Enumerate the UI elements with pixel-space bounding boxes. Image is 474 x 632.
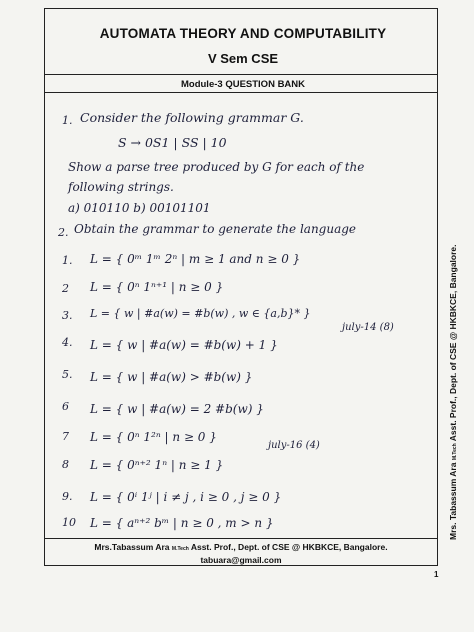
header-divider-bottom: [44, 92, 438, 93]
item-number: 3.: [62, 309, 73, 322]
exam-note: july-14 (8): [342, 322, 394, 333]
page-number: 1: [434, 570, 439, 579]
footer-email: tabuara@gmail.com: [200, 555, 282, 565]
language-definition: L = { 0ⁿ⁺² 1ⁿ | n ≥ 1 }: [90, 458, 224, 472]
question-1-strings: a) 010110 b) 00101101: [68, 201, 211, 215]
question-1-instruction-cont: following strings.: [68, 180, 174, 194]
exam-note: july-16 (4): [268, 440, 320, 451]
item-number: 7: [62, 430, 69, 443]
language-definition: L = { aⁿ⁺² bᵐ | n ≥ 0 , m > n }: [90, 516, 274, 530]
language-definition: L = { 0ⁱ 1ʲ | i ≠ j , i ≥ 0 , j ≥ 0 }: [90, 490, 282, 504]
language-definition: L = { 0ⁿ 1²ⁿ | n ≥ 0 }: [90, 430, 217, 444]
document-title: AUTOMATA THEORY AND COMPUTABILITY: [99, 26, 387, 41]
question-1-number: 1.: [62, 114, 73, 127]
semester-label: V Sem CSE: [207, 51, 279, 66]
item-number: 2: [62, 282, 69, 295]
footer-author: Mrs.Tabassum Ara M.Tech Asst. Prof., Dept. of CSE @ HKBKCE, Bangalore.: [94, 542, 388, 552]
item-number: 9.: [62, 490, 73, 503]
item-number: 4.: [62, 336, 73, 349]
footer-divider: [44, 538, 438, 539]
item-number: 1.: [62, 254, 73, 267]
module-label: Module-3 QUESTION BANK: [180, 79, 306, 90]
question-1-grammar: S → 0S1 | SS | 10: [118, 135, 227, 150]
item-number: 6: [62, 400, 69, 413]
language-definition: L = { w | #a(w) = #b(w) + 1 }: [90, 338, 278, 352]
item-number: 5.: [62, 368, 73, 381]
question-1-text: Consider the following grammar G.: [80, 110, 304, 125]
author-side-text: Mrs. Tabassum Ara M.Tech Asst. Prof., Dept. of CSE @ HKBKCE, Bangalore.: [448, 244, 458, 540]
language-definition: L = { 0ᵐ 1ᵐ 2ⁿ | m ≥ 1 and n ≥ 0 }: [90, 252, 301, 266]
item-number: 10: [62, 516, 76, 529]
question-2-number: 2.: [58, 226, 69, 239]
question-1-instruction: Show a parse tree produced by G for each of the: [68, 160, 365, 174]
language-definition: L = { w | #a(w) > #b(w) }: [90, 370, 253, 384]
language-definition: L = { w | #a(w) = #b(w) , w ∈ {a,b}* }: [90, 307, 311, 320]
header-divider-top: [44, 74, 438, 75]
question-2-text: Obtain the grammar to generate the language: [74, 222, 357, 236]
language-definition: L = { w | #a(w) = 2 #b(w) }: [90, 402, 264, 416]
language-definition: L = { 0ⁿ 1ⁿ⁺¹ | n ≥ 0 }: [90, 280, 224, 294]
item-number: 8: [62, 458, 69, 471]
